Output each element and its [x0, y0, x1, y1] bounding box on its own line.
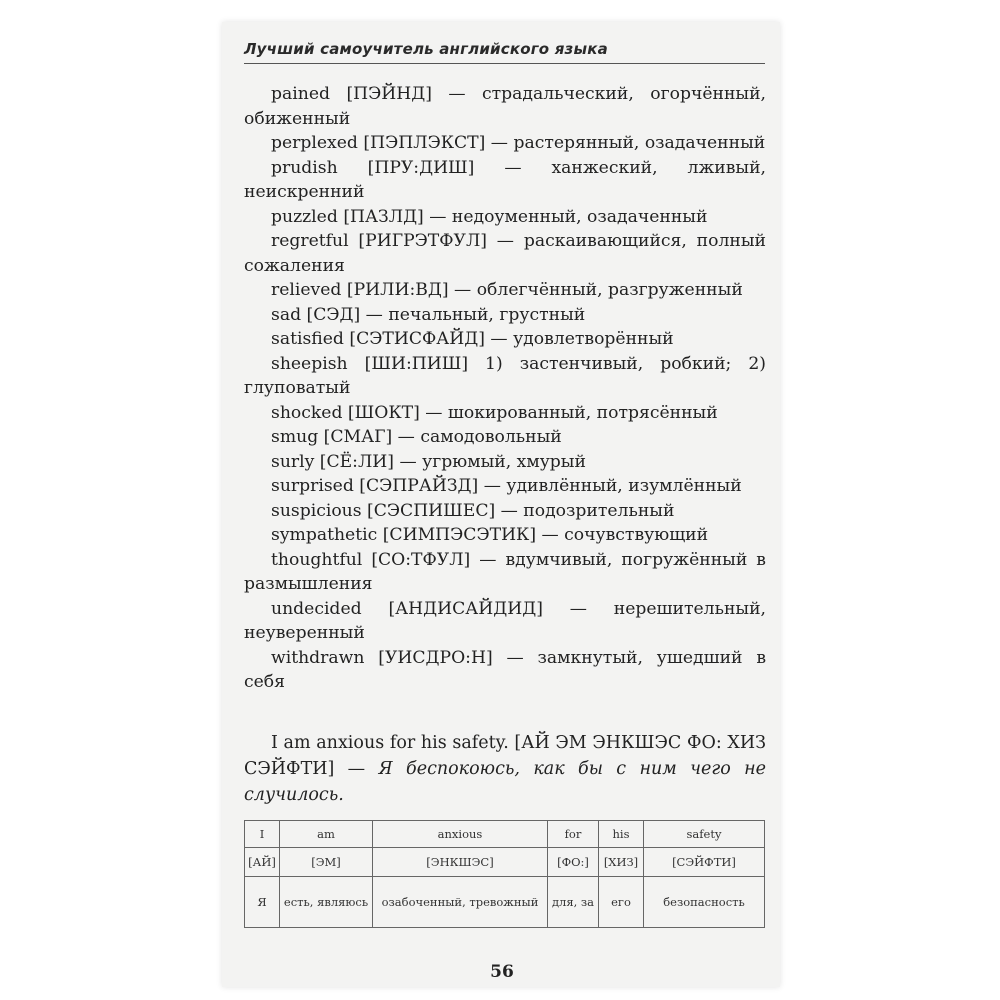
vocab-entry: suspicious [СЭСПИШЕС] — подозрительный [271, 500, 675, 521]
gloss-cell: безопасность [644, 877, 765, 928]
gloss-cell: [АЙ] [245, 848, 280, 877]
vocab-entry: puzzled [ПАЗЛД] — недоуменный, озадаченный [271, 206, 708, 227]
vocab-entry: shocked [ШОКТ] — шокированный, потрясённый [271, 402, 718, 423]
gloss-cell: [ФО:] [548, 848, 599, 877]
example-sentence [244, 730, 766, 808]
gloss-cell: Я [245, 877, 280, 928]
vocab-entry: surly [СЁ:ЛИ] — угрюмый, хмурый [271, 451, 586, 472]
vocab-entry: withdrawn [УИСДРО:Н] — замкнутый, ушедший в себя [244, 647, 766, 692]
header-rule [244, 63, 765, 64]
gloss-cell: озабоченный, тревожный [373, 877, 548, 928]
vocab-entry: smug [СМАГ] — самодовольный [271, 427, 562, 447]
vocab-entry: sad [СЭД] — печальный, грустный [271, 304, 586, 325]
gloss-cell: safety [644, 821, 765, 848]
gloss-words-row [245, 821, 765, 848]
vocab-entry: sympathetic [СИМПЭСЭТИК] — сочувствующий [271, 525, 709, 545]
gloss-cell: его [599, 877, 644, 928]
vocab-entry: thoughtful [СО:ТФУЛ] — вдумчивый, погружённый в размышления [244, 549, 766, 594]
vocab-entry: regretful [РИГРЭТФУЛ] — раскаивающийся, полный сожаления [244, 231, 766, 276]
running-head: Лучший самоучитель английского языка [244, 40, 608, 58]
gloss-table [244, 820, 765, 928]
gloss-cell: для, за [548, 877, 599, 928]
gloss-cell: for [548, 821, 599, 848]
gloss-cell: am [280, 821, 373, 848]
page-number: 56 [490, 962, 514, 982]
gloss-cell: [ХИЗ] [599, 848, 644, 877]
gloss-cell: anxious [373, 821, 548, 848]
gloss-cell: I [245, 821, 280, 848]
vocab-entry: prudish [ПРУ:ДИШ] — ханжеский, лживый, неискренний [244, 157, 766, 202]
gloss-transcription-row [245, 848, 765, 877]
gloss-cell: his [599, 821, 644, 848]
example-english: I am anxious for his safety. [АЙ ЭМ ЭНКШЭС ФО: ХИЗ СЭЙФТИ] — [244, 733, 766, 779]
vocab-entry: surprised [СЭПРАЙЗД] — удивлённый, изумлённый [271, 476, 742, 496]
vocab-entry: pained [ПЭЙНД] — страдальческий, огорчённый, обиженный [244, 84, 766, 129]
vocab-entry: relieved [РИЛИ:ВД] — облегчённый, разгруженный [271, 280, 743, 300]
example-translation: Я беспокоюсь, как бы с ним чего не случилось. [244, 759, 766, 805]
gloss-cell: [ЭМ] [280, 848, 373, 877]
vocab-entry: undecided [АНДИСАЙДИД] — нерешительный, неуверенный [244, 598, 766, 643]
vocab-entry: perplexed [ПЭПЛЭКСТ] — растерянный, озадаченный [271, 133, 766, 153]
gloss-cell: [ЭНКШЭС] [373, 848, 548, 877]
gloss-cell: есть, являюсь [280, 877, 373, 928]
vocab-entry: sheepish [ШИ:ПИШ] 1) застенчивый, робкий; 2) глуповатый [244, 353, 766, 398]
vocabulary-list [244, 82, 766, 695]
vocab-entry: satisfied [СЭТИСФАЙД] — удовлетворённый [271, 329, 674, 349]
gloss-translation-row [245, 877, 765, 928]
gloss-cell: [СЭЙФТИ] [644, 848, 765, 877]
